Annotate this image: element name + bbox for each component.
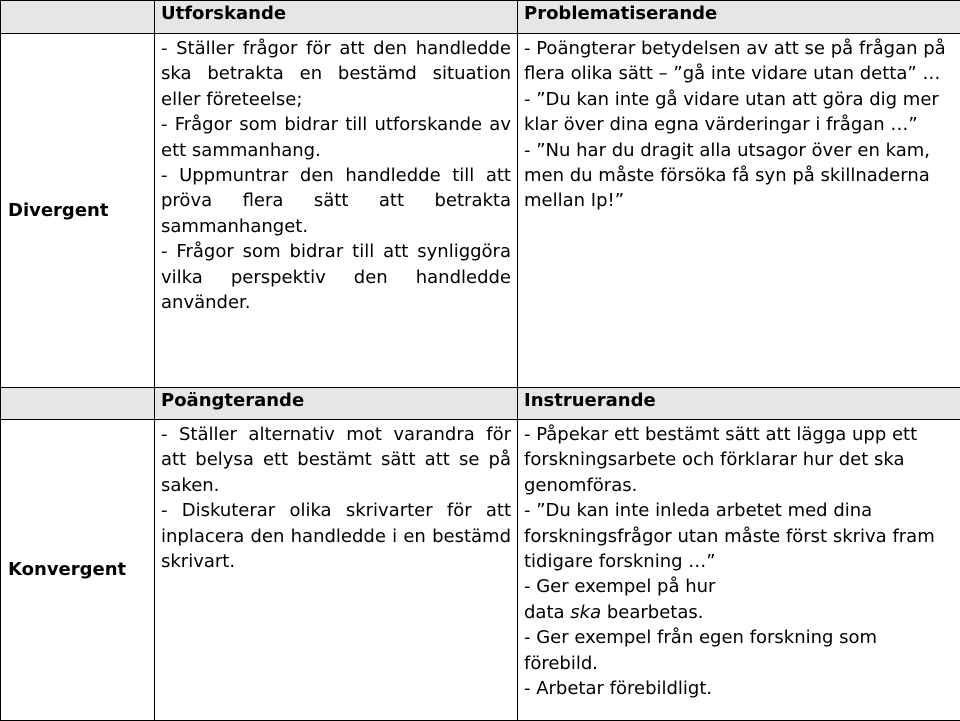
row-divergent [1,34,960,388]
list-item: - Diskuterar olika skrivarter för att inplacera den handledde i en bestämd skrivart. [161,498,511,574]
header-utforskande: Utforskande [155,1,518,34]
header-poangterande: Poängterande [155,388,518,420]
header-instruerande: Instruerande [518,388,960,420]
row-label-divergent: Divergent [1,34,155,388]
list-item: - Uppmuntrar den handledde till att pröva flera sätt att betrakta sammanhanget. [161,163,511,239]
list-item: - ”Nu har du dragit alla utsagor över en kam, men du måste försöka få syn på skillnaderna mellan Ip!” [524,138,954,214]
list-item [524,600,954,625]
row-label-konvergent: Konvergent [1,420,155,721]
list-item-text: bearbetas. [607,602,704,623]
list-item: - Ger exempel från egen forskning som förebild. [524,625,954,676]
cell-konvergent-poangterande [155,420,518,721]
list-item: - Ställer frågor för att den handledde ska betrakta en bestämd situation eller företeelse; [161,36,511,112]
list-item: - Arbetar förebildligt. [524,676,954,701]
list-item: - ”Du kan inte inleda arbetet med dina forskningsfrågor utan måste först skriva fram tidigare forskning …” [524,498,954,574]
list-item: - ”Du kan inte gå vidare utan att göra dig mer klar över dina egna värderingar i frågan …” [524,87,954,138]
list-item: - Ger exempel på hur [524,574,954,599]
cell-divergent-utforskande [155,34,518,388]
cell-divergent-problematiserande [518,34,960,388]
list-item: - Påpekar ett bestämt sätt att lägga upp ett forskningsarbete och förklarar hur det ska genomföras. [524,422,954,498]
list-item-text: data [524,602,565,623]
header-empty-cell [1,1,155,34]
list-item: - Poängterar betydelsen av att se på frågan på flera olika sätt – ”gå inte vidare utan detta” … [524,36,954,87]
list-item: - Frågor som bidrar till utforskande av ett sammanhang. [161,112,511,163]
cell-konvergent-instruerande [518,420,960,721]
list-item: - Ställer alternativ mot varandra för att belysa ett bestämt sätt att se på saken. [161,422,511,498]
header-problematiserande: Problematiserande [518,1,960,34]
emphasis-text: ska [570,602,601,623]
row-konvergent [1,420,960,721]
header-row-2 [1,388,960,420]
header-empty-cell [1,388,155,420]
list-item: - Frågor som bidrar till att synliggöra vilka perspektiv den handledde använder. [161,239,511,315]
header-row-1 [1,1,960,34]
